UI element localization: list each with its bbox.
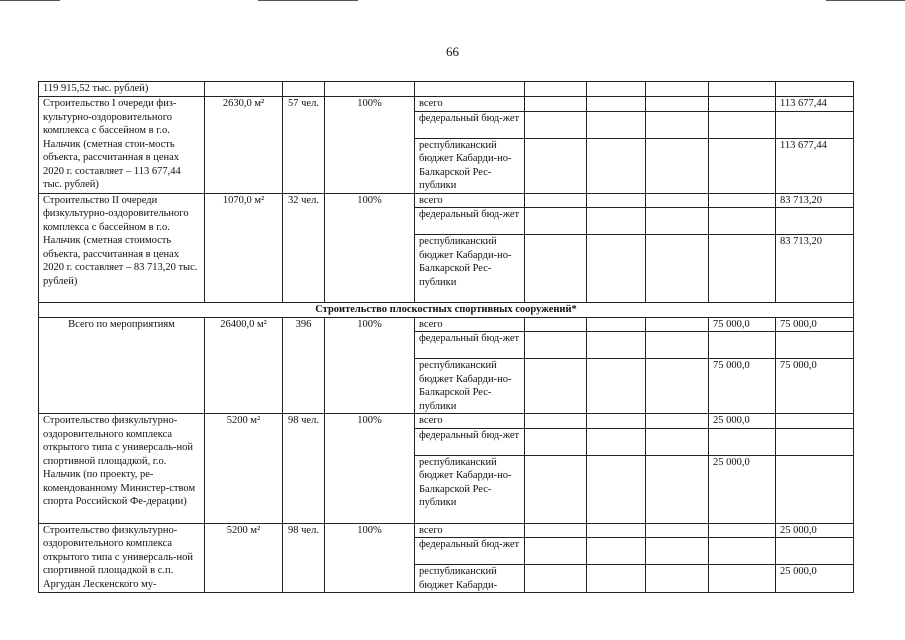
project-area: 5200 м² [205,414,283,524]
project-people: 98 чел. [283,414,325,524]
table-row [39,97,854,112]
budget-republic-label: республиканский бюджет Кабарди-но-Балкарской Рес-публики [415,455,525,523]
project-percent: 100% [325,414,415,524]
section-header-row [39,303,854,318]
top-edge-line [826,0,905,1]
project-people: 98 чел. [283,523,325,593]
republic-value: 25 000,0 [709,455,776,523]
project-area: 5200 м² [205,523,283,593]
table-row [39,414,854,429]
table-row [39,82,854,97]
project-people: 32 чел. [283,193,325,303]
total-value: 25 000,0 [709,414,776,429]
budget-federal-label: федеральный бюд-жет [415,111,525,138]
total-value: 75 000,0 [776,317,854,332]
budget-federal-label: федеральный бюд-жет [415,332,525,359]
republic-value: 75 000,0 [709,359,776,414]
republic-value: 83 713,20 [776,235,854,303]
total-value: 83 713,20 [776,193,854,208]
project-percent: 100% [325,317,415,414]
project-people: 396 [283,317,325,414]
budget-republic-label: республиканский бюджет Кабарди-но-Балкарской Рес-публики [415,235,525,303]
total-value: 75 000,0 [709,317,776,332]
project-area: 2630,0 м² [205,97,283,194]
page-number: 66 [446,44,459,59]
budget-total-label: всего [415,193,525,208]
budget-federal-label: федеральный бюд-жет [415,428,525,455]
budget-republic-label: республиканский бюджет Кабарди-но-Балкарской Рес-публики [415,138,525,193]
project-name: Строительство физкультурно-оздоровительного комплекса открытого типа с универсаль-ной спортивной площадкой, г.о. Нальчик (по проекту, ре-комендованному Министер-ством спорта Российской Фе-дерации) [39,414,205,524]
republic-value: 113 677,44 [776,138,854,193]
budget-table [38,81,854,593]
budget-total-label: всего [415,414,525,429]
project-name: Строительство II очереди физкультурно-оздоровительного комплекса с бассейном в г.о. Нальчик (сметная стоимость объекта, рассчитанная в ценах 2020 г. составляет – 83 713,20 тыс. рублей) [39,193,205,303]
project-name: Строительство I очереди физ-культурно-оздоровительного комплекса с бассейном в г.о. Нальчик (сметная стои-мость объекта, рассчитанная в ценах 2020 г. составляет – 113 677,44 тыс. рублей) [39,97,205,194]
budget-federal-label: федеральный бюд-жет [415,538,525,565]
project-area: 1070,0 м² [205,193,283,303]
total-value: 113 677,44 [776,97,854,112]
budget-federal-label: федеральный бюд-жет [415,208,525,235]
budget-republic-label: республиканский бюджет Кабарди- [415,565,525,593]
carry-over-text: 119 915,52 тыс. рублей) [39,82,205,97]
table-row [39,523,854,538]
budget-total-label: всего [415,97,525,112]
project-percent: 100% [325,193,415,303]
section-title: Строительство плоскостных спортивных сооружений* [39,303,854,318]
budget-total-label: всего [415,317,525,332]
total-value: 25 000,0 [776,523,854,538]
top-edge-line [258,0,358,1]
republic-value: 25 000,0 [776,565,854,593]
budget-total-label: всего [415,523,525,538]
project-people: 57 чел. [283,97,325,194]
table-row [39,317,854,332]
top-edge-line [0,0,60,1]
republic-value: 75 000,0 [776,359,854,414]
project-percent: 100% [325,523,415,593]
project-name: Строительство физкультурно-оздоровительного комплекса открытого типа с универсаль-ной спортивной площадкой в с.п. Аргудан Лескенского му- [39,523,205,593]
project-name: Всего по мероприятиям [39,317,205,414]
table-row [39,193,854,208]
project-area: 26400,0 м² [205,317,283,414]
project-percent: 100% [325,97,415,194]
budget-republic-label: республиканский бюджет Кабарди-но-Балкарской Рес-публики [415,359,525,414]
